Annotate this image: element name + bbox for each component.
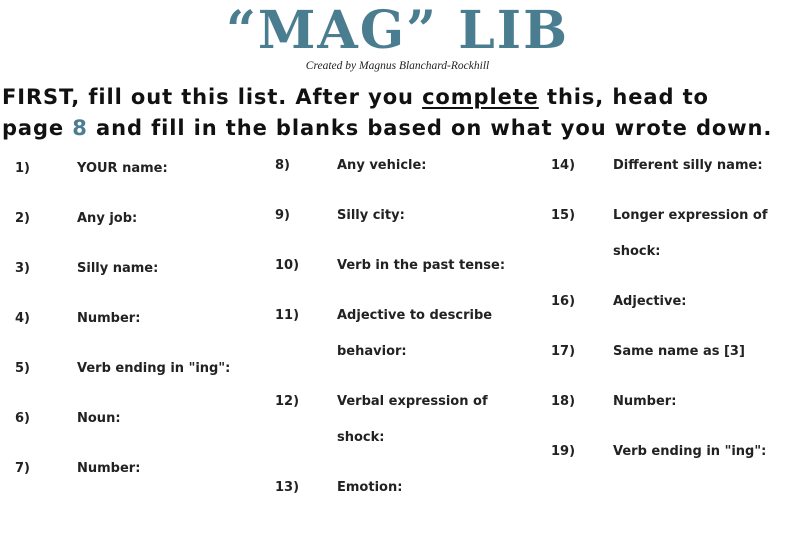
item-label: Verbal expression of <box>337 394 488 409</box>
item-label: Number: <box>613 394 677 409</box>
item-number: 13) <box>275 480 300 495</box>
item-number: 7) <box>15 461 30 476</box>
instructions-text: this, head to <box>538 85 709 109</box>
item-label: Verb in the past tense: <box>337 258 506 273</box>
item-label: shock: <box>613 244 661 259</box>
item-number: 19) <box>551 444 576 459</box>
item-label: Longer expression of <box>613 208 768 223</box>
item-number: 11) <box>275 308 300 323</box>
item-number: 1) <box>15 161 30 176</box>
worksheet-title: “MAG” LIB <box>225 0 570 61</box>
instructions-line-1 <box>2 84 792 110</box>
item-number: 17) <box>551 344 576 359</box>
item-number: 4) <box>15 311 30 326</box>
item-label: Silly name: <box>77 261 159 276</box>
item-label: Verb ending in "ing": <box>77 361 231 376</box>
item-label: Number: <box>77 311 141 326</box>
item-number: 14) <box>551 158 576 173</box>
author-byline: Created by Magnus Blanchard-Rockhill <box>305 60 490 72</box>
item-number: 12) <box>275 394 300 409</box>
item-number: 5) <box>15 361 30 376</box>
item-label: Emotion: <box>337 480 403 495</box>
item-label: Silly city: <box>337 208 405 223</box>
item-label: Verb ending in "ing": <box>613 444 767 459</box>
item-label: Same name as [3] <box>613 344 745 359</box>
instructions-line-2 <box>2 115 792 141</box>
item-label: Adjective to describe <box>337 308 493 323</box>
item-number: 8) <box>275 158 290 173</box>
instructions-text: and fill in the blanks based on what you wrote down. <box>87 116 773 140</box>
item-label: YOUR name: <box>77 161 168 176</box>
item-number: 3) <box>15 261 30 276</box>
item-number: 2) <box>15 211 30 226</box>
item-label: behavior: <box>337 344 407 359</box>
item-label: Noun: <box>77 411 121 426</box>
item-label: Adjective: <box>613 294 687 309</box>
item-number: 16) <box>551 294 576 309</box>
item-label: Any job: <box>77 211 138 226</box>
item-label: Any vehicle: <box>337 158 427 173</box>
instructions-underlined-word: complete <box>422 85 539 109</box>
page-number: 8 <box>72 116 88 140</box>
instructions-text: page <box>2 116 73 140</box>
item-number: 18) <box>551 394 576 409</box>
item-label: Number: <box>77 461 141 476</box>
item-label: shock: <box>337 430 385 445</box>
item-label: Different silly name: <box>613 158 763 173</box>
item-number: 6) <box>15 411 30 426</box>
item-number: 10) <box>275 258 300 273</box>
instructions-text: FIRST, fill out this list. After you <box>2 85 423 109</box>
item-number: 9) <box>275 208 290 223</box>
item-number: 15) <box>551 208 576 223</box>
